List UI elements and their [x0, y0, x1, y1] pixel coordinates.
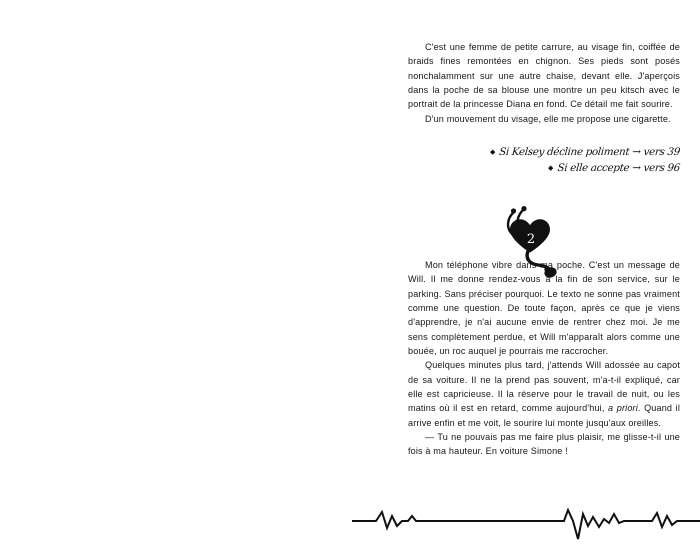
choice-item-1[interactable]	[407, 144, 681, 160]
paragraph-main-3-dialogue: — Tu ne pouvais pas me faire plus plaisir, me glisse-t-il une fois à ma hauteur. En voiture Simone !	[408, 432, 680, 457]
paragraph-main-1: Mon téléphone vibre dans ma poche. C'est un message de Will. Il me donne rendez-vous à la fin de son service, sur le parking. Sans préciser pourquoi. Le texto ne sonne pas vraiment comme une question. De toute façon, après ce que je viens d'apprendre, je n'ai aucune envie de rentrer chez moi. Je me sens complètement perdue, et Will m'apparaît alors comme une bouée, un roc auquel je pourrais me raccrocher.	[408, 260, 680, 357]
choice-1-condition: Si Kelsey décline poliment	[498, 146, 630, 158]
top-text-block	[408, 40, 680, 126]
main-text-block	[408, 258, 680, 459]
choice-item-2[interactable]	[407, 160, 681, 176]
choice-2-target[interactable]: vers 96	[642, 162, 681, 174]
choice-2-arrow-icon: →	[631, 162, 642, 174]
chapter-number: 2	[526, 232, 536, 247]
diamond-bullet-icon: ◆	[548, 164, 554, 172]
paragraph-intro-2: D'un mouvement du visage, elle me propose une cigarette.	[425, 113, 671, 124]
italic-latin-phrase: a priori	[608, 403, 638, 414]
ecg-heartbeat-line	[352, 508, 700, 542]
choice-1-arrow-icon: →	[631, 146, 642, 158]
paragraph-intro-1: C'est une femme de petite carrure, au visage fin, coiffée de braids fines remontées en chignon. Ses pieds sont posés nonchalamment sur une autre chaise, devant elle. J'aperçois dans la poche de sa blouse une montre un peu kitsch avec le portrait de la princesse Diana en fond. Ce détail me fait sourire.	[408, 42, 680, 110]
paragraph-main-2: Quelques minutes plus tard, j'attends Will adossée au capot de sa voiture. Il ne la prend pas souvent, m'a-t-il expliqué, car elle est capricieuse. Il la réserve pour le travail de nuit, ou les matins où il est en retard, comme aujourd'hui, a priori. Quand il arrive enfin et me voit, le sourire lui monte jusqu'aux oreilles.	[408, 360, 680, 428]
choice-2-condition: Si elle accepte	[556, 162, 630, 174]
choice-list	[408, 144, 680, 176]
diamond-bullet-icon: ◆	[490, 148, 496, 156]
choice-1-target[interactable]: vers 39	[642, 146, 681, 158]
ecg-footer-ornament	[352, 508, 700, 542]
